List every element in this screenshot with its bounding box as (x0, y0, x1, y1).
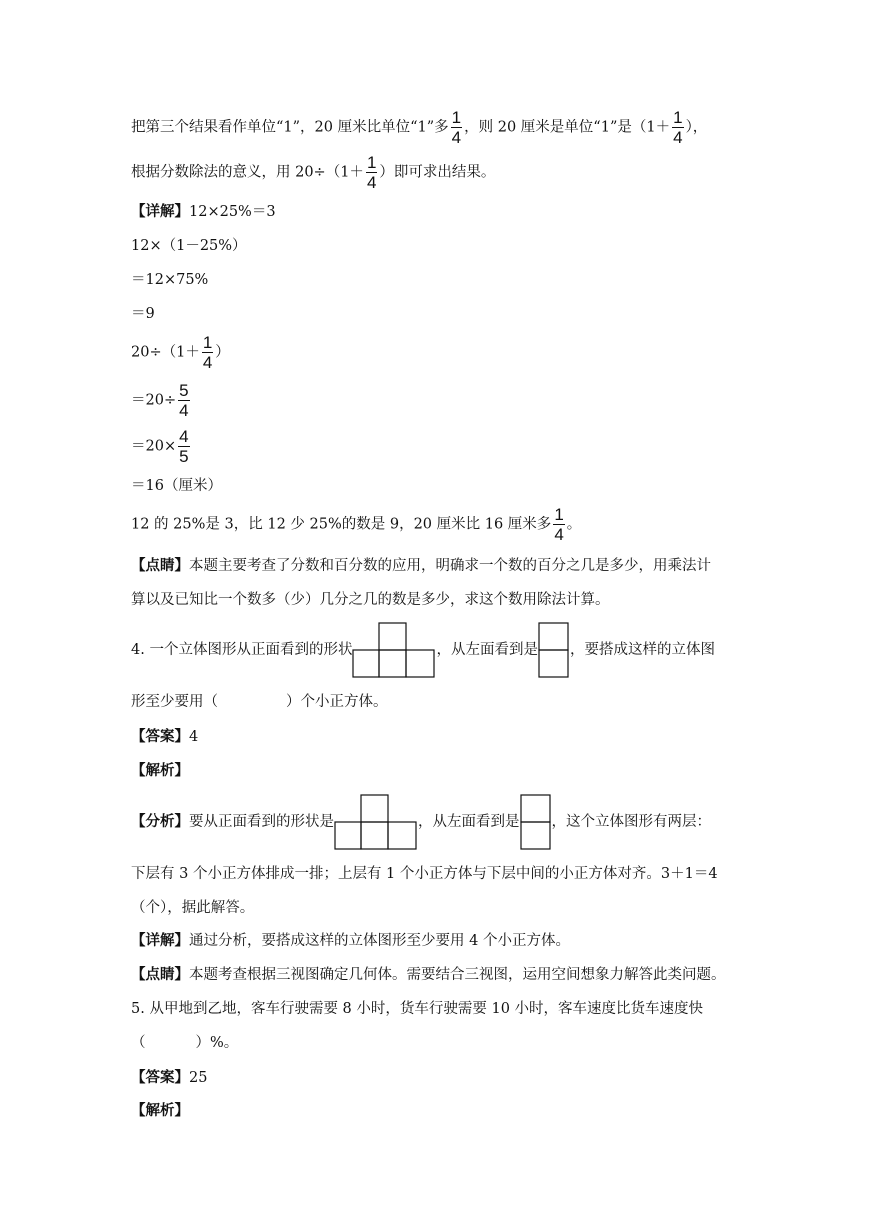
numerator: 1 (366, 153, 377, 172)
analysis-5-header (131, 1101, 189, 1121)
answer-4-line (131, 727, 198, 747)
comment-label: 【点睛】 (131, 558, 189, 574)
text: ＝9 (131, 306, 155, 322)
numerator: 5 (179, 381, 189, 400)
text: ＝16（厘米） (131, 478, 222, 494)
question-5-line-2 (131, 1033, 238, 1053)
question-text: ）个小正方体。 (286, 694, 388, 710)
fraction-one-quarter (672, 108, 683, 147)
fraction-one-quarter (451, 108, 462, 147)
text: 20÷（1＋ (131, 344, 200, 361)
line-unit-one (131, 108, 707, 147)
numerator: 4 (179, 427, 189, 446)
text: ） (215, 344, 230, 361)
numerator: 1 (202, 333, 213, 352)
text: ）即可求出结果。 (379, 164, 496, 181)
question-text: ，从左面看到是 (436, 642, 538, 658)
question-5-line-1 (131, 999, 703, 1019)
question-text: （ (131, 1035, 146, 1051)
detail-line-4 (131, 304, 155, 324)
text: 根据分数除法的意义，用 20÷（1＋ (131, 164, 364, 181)
front-view-figure (352, 622, 436, 678)
detail-line-2 (131, 236, 247, 256)
detail-line-5 (131, 333, 230, 372)
analysis-4-line-1 (131, 794, 711, 850)
text: 12×（1－25%） (131, 238, 247, 254)
answer-value: 4 (189, 729, 199, 745)
denominator: 4 (179, 401, 189, 420)
text: ＝12×75% (131, 272, 209, 288)
question-4-line-1 (131, 622, 715, 678)
fraction-one-quarter (553, 505, 564, 544)
text: ，从左面看到是 (418, 814, 520, 830)
numerator: 1 (554, 505, 564, 524)
line-division-meaning (131, 153, 495, 192)
detail-line-1 (131, 202, 276, 222)
denominator: 4 (673, 128, 683, 147)
answer-label: 【答案】 (131, 1070, 189, 1086)
text: 通过分析，要搭成这样的立体图形至少要用 4 个小正方体。 (189, 933, 570, 949)
detail-line-8 (131, 476, 222, 496)
comment-label: 【点睛】 (131, 967, 189, 983)
denominator: 4 (554, 525, 564, 544)
answer-value: 25 (189, 1070, 208, 1086)
front-view-figure (334, 794, 418, 850)
text: ＝20× (131, 438, 177, 455)
detail-line-7 (131, 427, 192, 466)
question-text: 形至少要用（ (131, 694, 218, 710)
denominator: 4 (366, 173, 377, 192)
answer-label: 【答案】 (131, 729, 189, 745)
text: 下层有 3 个小正方体排成一排；上层有 1 个小正方体与下层中间的小正方体对齐。3＋1＝4 (131, 866, 718, 882)
text: 。 (566, 516, 582, 533)
fraction-one-quarter (366, 153, 377, 192)
answer-5-line (131, 1068, 207, 1088)
question-text: 4. 一个立体图形从正面看到的形状 (131, 642, 353, 658)
fraction-one-quarter (202, 333, 213, 372)
denominator: 4 (202, 353, 213, 372)
analysis-4-header (131, 761, 189, 781)
question-text: 5. 从甲地到乙地，客车行驶需要 8 小时，货车行驶需要 10 小时，客车速度比货车速度快 (131, 1001, 704, 1017)
denominator: 4 (451, 128, 462, 147)
question-text: ）%。 (195, 1035, 239, 1051)
conclusion-line (131, 505, 581, 544)
detail-4-line (131, 931, 570, 951)
comment-line-1 (131, 556, 711, 576)
analysis-4-line-2 (131, 864, 718, 884)
text: 12 的 25%是 3，比 12 少 25%的数是 9，20 厘米比 16 厘米多 (131, 516, 552, 533)
analysis-label: 【解析】 (131, 1103, 189, 1119)
text: 本题主要考查了分数和百分数的应用，明确求一个数的百分之几是多少，用乘法计 (189, 558, 711, 574)
text: 12×25%＝3 (189, 204, 276, 220)
numerator: 1 (451, 108, 462, 127)
comment-4-line (131, 965, 726, 985)
detail-label: 【详解】 (131, 204, 189, 220)
left-view-figure (520, 794, 552, 850)
left-view-figure (538, 622, 570, 678)
text: 本题考查根据三视图确定几何体。需要结合三视图，运用空间想象力解答此类问题。 (189, 967, 726, 983)
detail-label: 【详解】 (131, 933, 189, 949)
comment-line-2 (131, 590, 610, 610)
analysis-4-line-3 (131, 898, 254, 918)
detail-line-3 (131, 270, 208, 290)
text: 要从正面看到的形状是 (189, 814, 334, 830)
denominator: 5 (179, 447, 189, 466)
text: 算以及已知比一个数多（少）几分之几的数是多少，求这个数用除法计算。 (131, 592, 610, 608)
numerator: 1 (673, 108, 683, 127)
text: ＝20÷ (131, 392, 177, 409)
question-text: ，要搭成这样的立体图 (569, 642, 715, 658)
detail-line-6 (131, 381, 192, 420)
fraction-five-quarters (178, 381, 189, 420)
analysis-label: 【解析】 (131, 763, 189, 779)
text: （个），据此解答。 (131, 900, 255, 916)
text: 把第三个结果看作单位“1”，20 厘米比单位“1”多 (131, 119, 449, 136)
text: ，这个立体图形有两层： (551, 814, 711, 830)
text: ，则 20 厘米是单位“1”是（1＋ (464, 119, 671, 136)
text: ）， (685, 119, 708, 136)
question-4-line-2 (131, 692, 388, 712)
fraction-four-fifths (178, 427, 189, 466)
analysis-sub-label: 【分析】 (131, 814, 189, 830)
